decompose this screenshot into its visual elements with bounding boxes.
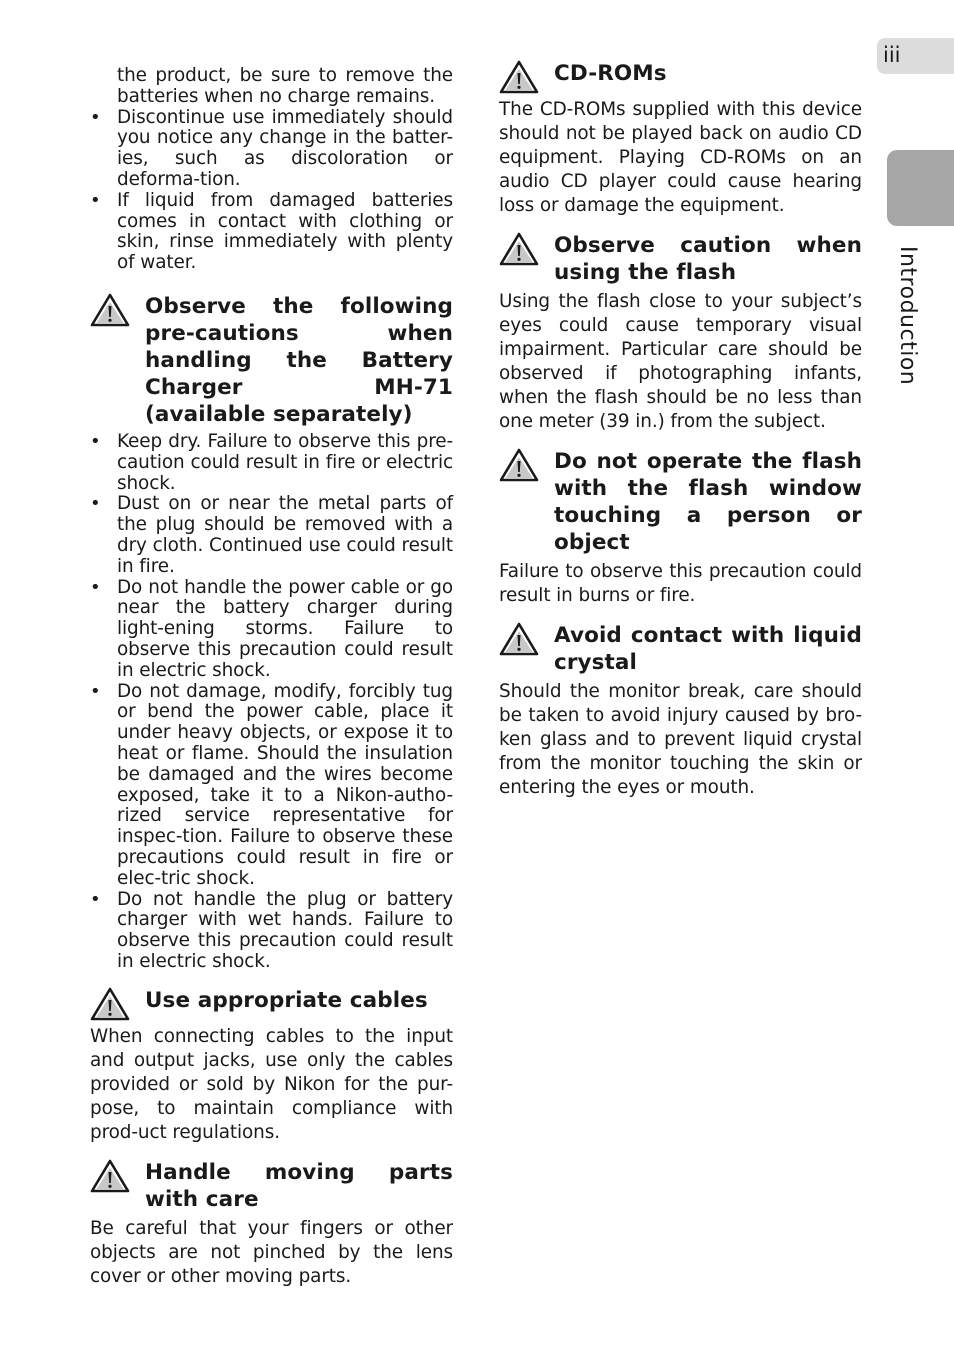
section-body: Failure to observe this precaution could result in burns or fire. — [499, 561, 862, 606]
battery-bullet-list — [90, 108, 453, 274]
list-item: • If liquid from damaged batteries comes in contact with clothing or skin, rinse immediately with plenty of water. — [90, 191, 453, 274]
moving-parts-section — [90, 1159, 453, 1289]
list-item: • Keep dry. Failure to observe this pre-caution could result in fire or electric shock. — [90, 432, 453, 494]
list-item: • Do not handle the plug or battery charger with wet hands. Failure to observe this precaution could result in electric shock. — [90, 890, 453, 973]
continued-paragraph: the product, be sure to remove the batteries when no charge remains. — [117, 65, 453, 107]
list-item: • Dust on or near the metal parts of the plug should be removed with a dry cloth. Continued use could result in fire. — [90, 494, 453, 577]
section-body: Be careful that your fingers or other objects are not pinched by the lens cover or other moving parts. — [90, 1217, 453, 1287]
warning-icon — [499, 448, 539, 482]
right-column — [499, 60, 862, 800]
list-item: • Do not damage, modify, forcibly tug or bend the power cable, place it under heavy objects, or expose it to heat or flame. Should the insulation be damaged and the wires become exposed, take it to a Nikon-autho-rized service representative for inspec-tion. Failure to observe these precautions could result in fire or elec-tric shock. — [90, 682, 453, 890]
section-heading: Do not operate the flash with the flash window touching a person or object — [554, 449, 862, 555]
warning-icon — [90, 1159, 130, 1193]
section-body: Using the flash close to your subject’s eyes could cause temporary visual impairment. Particular care should be observed if photographing infants, when the flash should be no less than one meter (39 in.) from the subject. — [499, 291, 862, 432]
left-column — [90, 60, 453, 1289]
section-heading: Avoid contact with liquid crystal — [554, 623, 862, 675]
warning-icon — [90, 293, 130, 327]
liquid-crystal-section — [499, 622, 862, 800]
section-heading: Use appropriate cables — [145, 987, 428, 1013]
cdroms-section — [499, 60, 862, 218]
charger-bullet-list — [90, 432, 453, 973]
section-heading: Observe the following pre-cautions when handling the Battery Charger MH-71 (available separately) — [145, 293, 453, 427]
warning-icon — [90, 987, 130, 1021]
section-body: The CD-ROMs supplied with this device should not be played back on audio CD equipment. Playing CD-ROMs on an audio CD player could cause hearing loss or damage the equipment. — [499, 99, 862, 216]
warning-icon — [499, 60, 539, 94]
section-heading: Handle moving parts with care — [145, 1159, 453, 1212]
section-body: Should the monitor break, care should be taken to avoid injury caused by bro-ken glass and to prevent liquid crystal from the monitor touching the skin or entering the eyes or mouth. — [499, 681, 862, 798]
page-number: iii — [877, 38, 954, 74]
flash-touch-section — [499, 448, 862, 608]
warning-icon — [499, 232, 539, 266]
cables-section — [90, 987, 453, 1145]
section-heading: Observe caution when using the flash — [554, 233, 862, 285]
flash-caution-section — [499, 232, 862, 434]
section-heading: CD-ROMs — [554, 61, 667, 86]
charger-section — [90, 293, 453, 973]
list-item: • Do not handle the power cable or go near the battery charger during light-ening storms. Failure to observe this precaution could result in electric shock. — [90, 578, 453, 682]
list-item: • Discontinue use immediately should you notice any change in the batter-ies, such as discoloration or deforma-tion. — [90, 108, 453, 191]
warning-icon — [499, 622, 539, 656]
section-tab — [887, 150, 954, 226]
section-body: When connecting cables to the input and output jacks, use only the cables provided or sold by Nikon for the pur-pose, to maintain compliance with prod-uct regulations. — [90, 1025, 453, 1143]
section-tab-label: Introduction — [895, 246, 920, 386]
